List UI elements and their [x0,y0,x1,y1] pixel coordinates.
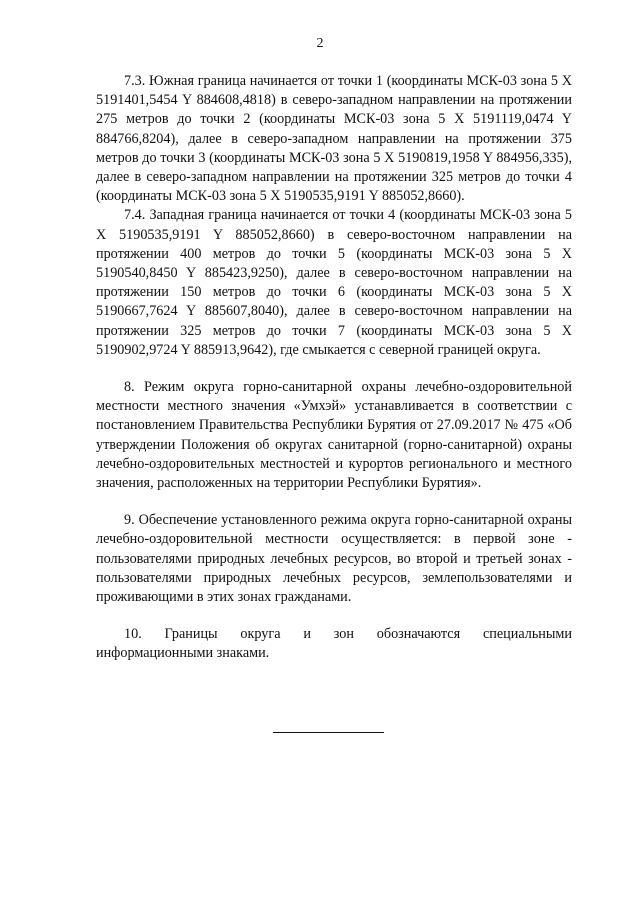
paragraph-7-4-western-border: 7.4. Западная граница начинается от точки 4 (координаты МСК-03 зона 5 X 5190535,9191 Y 885052,8660) в северо-восточном направлении на протяжении 400 метров до точки 5 (координаты МСК-03 зона 5 X 5190540,8450 Y 885423,9250), далее в северо-восточном направлении на протяжении 150 метров до точки 6 (координаты МСК-03 зона 5 X 5190667,7624 Y 885607,8040), далее в северо-восточном направлении на протяжении 325 метров до точки 7 (координаты МСК-03 зона 5 X 5190902,9724 Y 885913,9642), где смыкается с северной границей округа. [96,207,572,358]
paragraph-7-3-southern-border: 7.3. Южная граница начинается от точки 1 (координаты МСК-03 зона 5 X 5191401,5454 Y 884608,4818) в северо-западном направлении на протяжении 275 метров до точки 2 (координаты МСК-03 зона 5 X 5191119,0474 Y 884766,8204), далее в северо-западном направлении на протяжении 375 метров до точки 3 (координаты МСК-03 зона 5 X 5190819,1958 Y 884956,335), далее в северо-западном направлении на протяжении 325 метров до точки 4 (координаты МСК-03 зона 5 X 5190535,9191 Y 885052,8660). [96,73,572,205]
paragraph-spacer [96,607,572,625]
page-number: 2 [316,36,324,51]
document-body [96,72,572,664]
paragraph-8-regime: 8. Режим округа горно-санитарной охраны лечебно-оздоровительной местности местного значения «Умхэй» устанавливается в соответствии с постановлением Правительства Республики Бурятия от 27.09.2017 № 475 «Об утверждении Положения об округах санитарной (горно-санитарной) охраны лечебно-оздоровительных местностей и курортов регионального и местного значения, расположенных на территории Республики Бурятия». [96,379,572,492]
paragraph-9-enforcement: 9. Обеспечение установленного режима округа горно-санитарной охраны лечебно-оздоровительной местности осуществляется: в первой зоне - пользователями природных лечебных ресурсов, во второй и третьей зонах - пользователями природных лечебных ресурсов, землепользователями и проживающими в этих зонах гражданами. [96,512,572,606]
paragraph-spacer [96,360,572,378]
closing-divider-line [273,732,384,733]
paragraph-spacer [96,493,572,511]
paragraph-10-signs: 10. Границы округа и зон обозначаются специальными информационными знаками. [96,626,572,662]
